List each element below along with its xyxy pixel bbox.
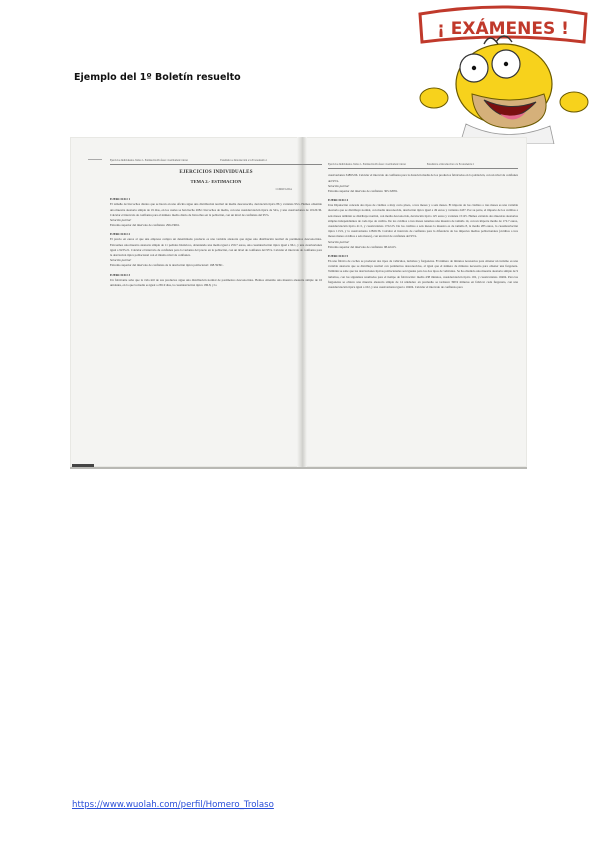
solution-text: Extremo superior del intervalo de confianza de la desviación típica poblacional: 168.59391. bbox=[110, 263, 224, 268]
solution-label: Solución parcial: bbox=[110, 218, 132, 223]
exercise-title: EJERCICIO 4 bbox=[328, 198, 349, 203]
right-page-header: Ejercicios Individuales. Tema 2.- Estimación Profesor: José Ramón Cáncer Estadística e Introducción a la Econometría 2 bbox=[328, 163, 518, 169]
scan-bottom-edge bbox=[70, 467, 527, 469]
sheet-subtitle: TEMA 2.- ESTIMACION bbox=[190, 179, 242, 185]
homer-cartoon-illustration bbox=[414, 2, 592, 144]
sheet-note: CORREGIDA bbox=[275, 188, 292, 192]
left-page-header: Ejercicios Individuales. Tema 2.- Estimación Profesor: José Ramón Cáncer Estadística e Introducción a la Econometría 1 bbox=[110, 159, 322, 165]
continued-text: cuasivarianza 34893.96. Calcular el intervalo de confianza para la duración media de los productos fabricados en la población, con un nivel de confianza del 95%. bbox=[328, 173, 518, 183]
sheet-title: EJERCICIOS INDIVIDUALES bbox=[179, 170, 253, 176]
page-title: Ejemplo del 1º Boletín resuelto bbox=[74, 72, 241, 83]
profile-link[interactable]: https://www.wuolah.com/perfil/Homero_Trolaso bbox=[72, 800, 274, 810]
exercise-text: En una fábrica de coches se producen dos tipos de vehículos, turismos y furgonetas. El número de minutos necesarios para obtener un turismo es una variable aleatoria que se distribuye normal con parámetros desconocidos, al igual que el número de minutos necesario para obtener una furgoneta. También se sabe que las desviaciones típicas poblacionales son iguales para los dos tipos de vehículos. Se ha obtenido una muestra aleatoria simple de 9 turismos, con los siguientes resultados para el tiempo de fabricación: media 438 minutos, cuasidesviación típica 102, y cuasivarianza 10404. Para las furgonetas se obtuvo una muestra aleatoria simple de 14 unidades: en promedio se tardaron 390.9 minutos en fabricar cada furgoneta, con una cuasidesviación típica igual a 102, y una cuasivarianza igual a 10404. Calcular el intervalo de confianza para bbox=[328, 259, 518, 290]
exercise-title: EJERCICIO 3 bbox=[110, 272, 131, 277]
right-hand bbox=[560, 92, 588, 112]
solution-label: Solución parcial: bbox=[110, 258, 132, 263]
solution-label: Solución parcial: bbox=[328, 183, 350, 188]
solution-text: Extremo superior del intervalo de confianza: 296.23661. bbox=[110, 223, 180, 228]
solution-text: Extremo superior del intervalo de confianza: 98.42415. bbox=[328, 244, 397, 249]
exercise-title: EJERCICIO 5 bbox=[328, 254, 349, 259]
solution-label: Solución parcial: bbox=[328, 239, 350, 244]
exercise-title: EJERCICIO 2 bbox=[110, 232, 131, 237]
scan-left-page bbox=[110, 159, 322, 288]
exercise-text: El tamaño de bizcochos diarios que se hacen en una oficina sigue una distribución normal de media desconocida, desviación típica 86 y varianza 93/a. Hemos obtenido una muestra aleatoria simple de 19 días, en los cuales se han hecho 268.1 bizcochos de media, con una cuasidesviación típica de 54/a, y una cuasivarianza de 10120.36. Calcular el intervalo de confianza para el número medio diario de bizcochos en la población, con un nivel de confianza del 95%. bbox=[110, 202, 322, 217]
exercise-title: EJERCICIO 1 bbox=[110, 197, 131, 202]
solution-text: Extremo superior del intervalo de confianza: 365.32081. bbox=[328, 189, 398, 194]
exercise-text: Un fabricante sabe que la vida útil de sus productos sigue una distribución normal de parámetros desconocidos. Hemos obtenido una muestra aleatoria simple de 16 unidades, en la que la media es igual a 265.9 días, la cuasidesviación típica 186.8, y la bbox=[110, 277, 322, 287]
scan-right-page bbox=[328, 163, 518, 290]
exercise-text: El precio en euros al que una empresa compra un determinado producto es una variable aleatoria que sigue una distribución normal de parámetros desconocidos. Extraemos una muestra aleatoria simple de 11 pedidos históricos, obteniendo una media igual a 259.7 euros, una cuasidesviación típica igual a 96.1, y una cuasivarianza igual a 9235.21. Calcular el intervalo de confianza para la varianza del precio en la población, con un nivel de confianza del 95%. Calcular el intervalo de confianza para la desviación típica poblacional con el mismo nivel de confianza. bbox=[110, 237, 322, 258]
scanned-document bbox=[70, 137, 527, 467]
logo-text: ¡ EXÁMENES ! bbox=[437, 19, 569, 39]
exercise-text: Una Diputación concede dos tipos de créditos a muy corto plazo, a tres meses y a seis meses. El importe de los créditos a tres meses es una variable aleatoria que se distribuye normal, con media desconocida, desviación típica igual a 49 euros y varianza 2437. Por su parte, el importe de los créditos a seis meses también se distribuye normal, con media desconocida, desviación típica 125 euros y varianza 15125. Hemos extraído dos muestras aleatorias simples independientes de cada tipo de crédito. De los créditos a tres meses tenemos una muestra de tamaño 14, con un importe medio de 172.7 euros, cuasidesviación típica 41.5, y cuasivarianza 1722.25. De los créditos a seis meses la muestra es de tamaño 8, la media 283 euros, la cuasidesviación típica 113.9, y la cuasivarianza 12829.36. Calcular el intervalo de confianza para la diferencia de los importes medios poblacionales (créditos a tres meses menos créditos a seis meses), con un nivel de confianza del 95%. bbox=[328, 203, 518, 239]
examenes-logo bbox=[414, 2, 592, 144]
left-hand bbox=[420, 88, 448, 108]
